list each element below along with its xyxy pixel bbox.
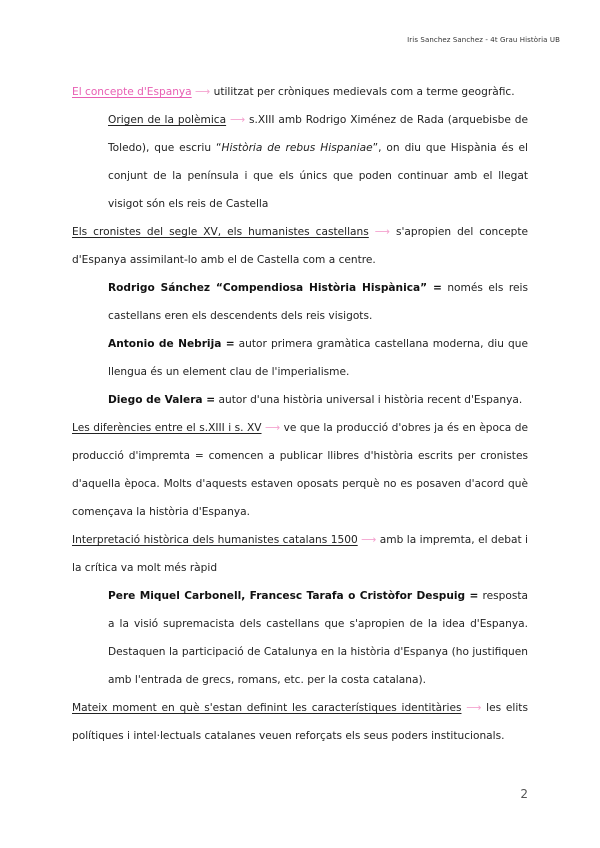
paragraph-valera (72, 386, 528, 414)
paragraph-text: utilitzat per cròniques medievals com a terme geogràfic. (210, 86, 515, 98)
paragraph-concept-espanya (72, 78, 528, 106)
book-title: Història de rebus Hispaniae (221, 142, 373, 154)
paragraph-text: ve que la producció d'obres ja és en època de producció d'impremta = comencen a publicar llibres d'història escrits per cronistes d'aquella època. Molts d'aquests estaven oposats perquè no es posaven d'acord què començava la història d'Espanya. (72, 422, 528, 518)
bold-author: Pere Miquel Carbonell, Francesc Tarafa o Cristòfor Despuig = (108, 590, 479, 602)
document-body (72, 78, 528, 750)
arrow-icon: ⟶ (374, 226, 390, 238)
arrow-icon: ⟶ (265, 422, 281, 434)
paragraph-text: s.XIII amb Rodrigo Ximénez de Rada (arquebisbe de Toledo), que escriu “ (108, 114, 528, 154)
arrow-icon: ⟶ (195, 86, 211, 98)
paragraph-text: només els reis castellans eren els descendents dels reis visigots. (108, 282, 528, 322)
paragraph-text: autor primera gramàtica castellana moderna, diu que llengua és un element clau de l'imperialisme. (108, 338, 528, 378)
paragraph-text: les elits polítiques i intel·lectuals catalanes veuen reforçats els seus poders institucionals. (72, 702, 528, 742)
paragraph-cronistes (72, 218, 528, 274)
paragraph-origen-polemica (72, 106, 528, 218)
paragraph-humanistes-catalans (72, 526, 528, 582)
paragraph-text: autor d'una història universal i història recent d'Espanya. (215, 394, 523, 406)
heading-concept-espanya: El concepte d'Espanya (72, 86, 192, 98)
paragraph-carbonell (72, 582, 528, 694)
paragraph-text: resposta a la visió supremacista dels castellans que s'apropien de la idea d'Espanya. Destaquen la participació de Catalunya en la història d'Espanya (ho justifiquen amb l'entrada de grecs, romans, etc. per la costa catalana). (108, 590, 528, 686)
heading-identitaries: Mateix moment en què s'estan definint les característiques identitàries (72, 702, 462, 714)
paragraph-text: s'apropien del concepte d'Espanya assimilant-lo amb el de Castella com a centre. (72, 226, 528, 266)
paragraph-identitaries (72, 694, 528, 750)
page-number: 2 (520, 787, 528, 801)
heading-origen-polemica: Origen de la polèmica (108, 114, 227, 126)
arrow-icon: ⟶ (466, 702, 482, 714)
bold-author: Diego de Valera = (108, 394, 216, 406)
paragraph-rodrigo-sanchez (72, 274, 528, 330)
paragraph-nebrija (72, 330, 528, 386)
paragraph-text: ”, on diu que Hispània és el conjunt de la península i que els únics que poden continuar amb el llegat visigot són els reis de Castella (108, 142, 529, 210)
heading-humanistes-catalans: Interpretació històrica dels humanistes catalans 1500 (72, 534, 358, 546)
page-header: Iris Sanchez Sanchez - 4t Grau Història UB (407, 36, 560, 44)
arrow-icon: ⟶ (361, 534, 377, 546)
bold-author: Rodrigo Sánchez “Compendiosa Història Hispànica” = (108, 282, 442, 294)
bold-author: Antonio de Nebrija = (108, 338, 235, 350)
heading-diferencies: Les diferències entre el s.XIII i s. XV (72, 422, 262, 434)
paragraph-diferencies (72, 414, 528, 526)
heading-cronistes: Els cronistes del segle XV, els humanistes castellans (72, 226, 369, 238)
paragraph-text: amb la impremta, el debat i la crítica va molt més ràpid (72, 534, 528, 574)
arrow-icon: ⟶ (229, 114, 246, 126)
